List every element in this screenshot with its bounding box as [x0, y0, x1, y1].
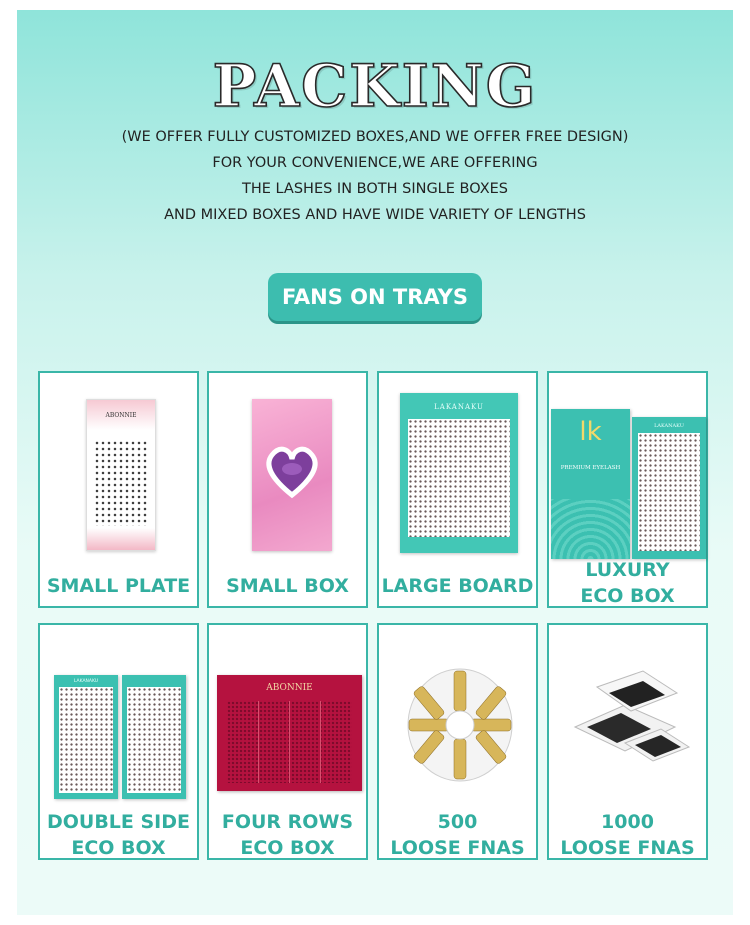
product-card-small-plate[interactable] [38, 371, 199, 608]
large-board-image [400, 393, 518, 553]
loose-fans-500-label [379, 809, 536, 861]
luxury-tagline: PREMIUM EYELASH [560, 465, 621, 471]
small-box-image [252, 399, 332, 551]
loose-fans-1000-image [565, 657, 695, 787]
small-plate-label: SMALL PLATE [46, 575, 191, 597]
four-rows-image [217, 675, 362, 791]
double-side-left-tray [54, 675, 118, 799]
luxury-tray-brand: LAKANAKU [654, 423, 684, 429]
luxury-label-line-1: LUXURY [585, 559, 670, 581]
large-board-brand: LAKANAKU [434, 403, 484, 411]
product-card-large-board[interactable] [377, 371, 538, 608]
product-card-small-box[interactable] [207, 371, 368, 608]
description-line-2: FOR YOUR CONVENIENCE,WE ARE OFFERING [212, 155, 538, 171]
product-card-four-rows-eco-box[interactable] [207, 623, 368, 860]
luxury-eco-box-label [549, 557, 706, 609]
description-line-1: (WE OFFER FULLY CUSTOMIZED BOXES,AND WE OFFER FREE DESIGN) [121, 129, 629, 145]
double-side-label-line-2: ECO BOX [71, 837, 166, 859]
small-plate-brand: ABONNIE [105, 412, 137, 419]
loose-fans-500-line-2: LOOSE FNAS [390, 837, 525, 859]
loose-fans-500-image [405, 665, 515, 783]
page-title: PACKING [212, 52, 538, 120]
lk-logo-icon: lk [579, 417, 602, 447]
product-card-double-side-eco-box[interactable] [38, 623, 199, 860]
product-card-500-loose-fans[interactable] [377, 623, 538, 860]
luxury-label-line-2: ECO BOX [580, 585, 675, 607]
double-side-brand: LAKANAKU [73, 679, 99, 684]
loose-fans-500-line-1: 500 [437, 811, 478, 833]
small-box-label: SMALL BOX [226, 575, 349, 597]
description-line-4: AND MIXED BOXES AND HAVE WIDE VARIETY OF LENGTHS [164, 207, 586, 223]
four-rows-label-line-2: ECO BOX [240, 837, 335, 859]
four-rows-label-line-1: FOUR ROWS [221, 811, 354, 833]
four-rows-label [209, 809, 366, 861]
fans-on-trays-button[interactable]: FANS ON TRAYS [268, 273, 482, 321]
luxury-eco-box-image [551, 409, 630, 559]
double-side-right-tray [122, 675, 186, 799]
loose-fans-1000-label [549, 809, 706, 861]
large-board-label: LARGE BOARD [381, 575, 534, 597]
four-rows-brand: ABONNIE [266, 683, 313, 693]
double-side-label [40, 809, 197, 861]
description [17, 124, 733, 228]
product-card-1000-loose-fans[interactable] [547, 623, 708, 860]
loose-fans-1000-line-2: LOOSE FNAS [560, 837, 695, 859]
luxury-eco-box-tray [632, 417, 706, 559]
double-side-label-line-1: DOUBLE SIDE [46, 811, 191, 833]
description-line-3: THE LASHES IN BOTH SINGLE BOXES [241, 181, 509, 197]
loose-fans-1000-line-1: 1000 [601, 811, 654, 833]
product-card-luxury-eco-box[interactable] [547, 371, 708, 608]
small-plate-image [86, 399, 156, 551]
